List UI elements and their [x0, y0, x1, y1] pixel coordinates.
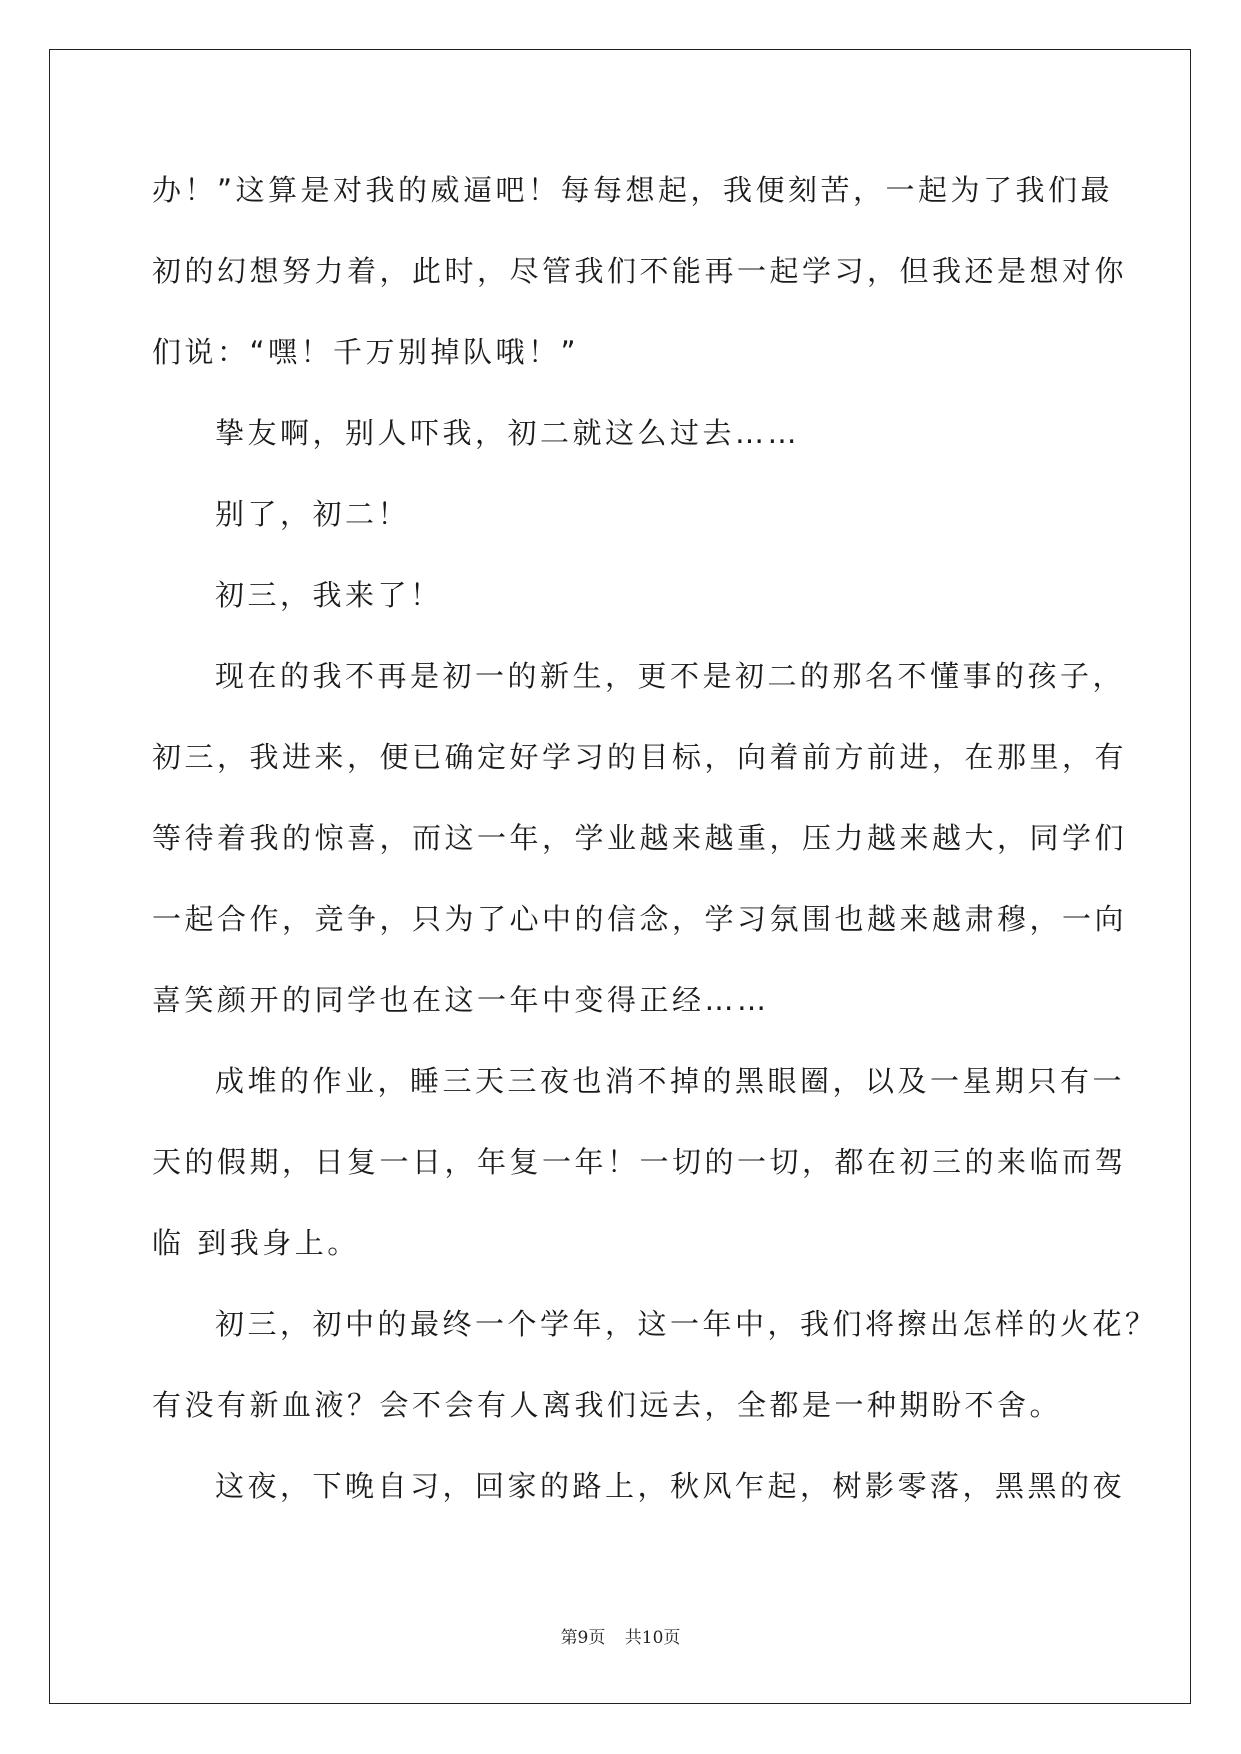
text-line: 现在的我不再是初一的新生，更不是初二的那名不懂事的孩子，	[215, 659, 1126, 693]
text-line: 临 到我身上。	[152, 1226, 360, 1260]
text-line: 挚友啊，别人吓我，初二就这么过去……	[215, 416, 801, 450]
document-body	[152, 150, 1158, 1527]
text-line: 初三，初中的最终一个学年，这一年中，我们将擦出怎样的火花？	[215, 1307, 1158, 1341]
text-line: 办！”这算是对我的威逼吧！每每想起，我便刻苦，一起为了我们最	[152, 173, 1114, 207]
text-line: 等待着我的惊喜，而这一年，学业越来越重，压力越来越大，同学们	[152, 821, 1128, 855]
text-line: 有没有新血液？会不会有人离我们远去，全都是一种期盼不舍。	[152, 1388, 1063, 1422]
text-line: 初三，我来了！	[215, 578, 443, 612]
text-line: 初三，我进来，便已确定好学习的目标，向着前方前进，在那里，有	[152, 740, 1128, 774]
text-line: 喜笑颜开的同学也在这一年中变得正经……	[152, 983, 770, 1017]
page-total: 共10页	[624, 1628, 681, 1648]
text-line: 别了，初二！	[215, 497, 411, 531]
text-line: 们说：“嘿！千万别掉队哦！”	[152, 335, 580, 369]
text-line: 天的假期，日复一日，年复一年！一切的一切，都在初三的来临而驾	[152, 1145, 1128, 1179]
text-line: 初的幻想努力着，此时，尽管我们不能再一起学习，但我还是想对你	[152, 254, 1128, 288]
text-line: 成堆的作业，睡三天三夜也消不掉的黑眼圈，以及一星期只有一	[215, 1064, 1126, 1098]
text-line: 这夜，下晚自习，回家的路上，秋风乍起，树影零落，黑黑的夜	[215, 1469, 1126, 1503]
page-footer	[0, 1623, 1241, 1648]
text-line: 一起合作，竞争，只为了心中的信念，学习氛围也越来越肃穆，一向	[152, 902, 1128, 936]
page-number: 第9页	[560, 1628, 606, 1648]
